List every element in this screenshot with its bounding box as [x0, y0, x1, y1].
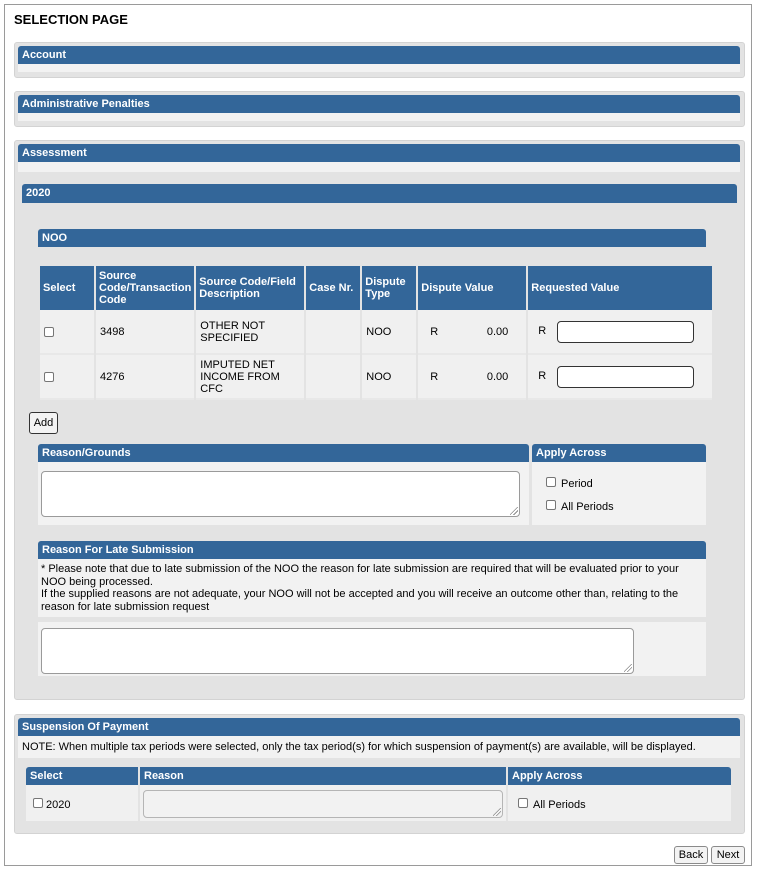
row-case-nr	[306, 310, 360, 355]
row-requested-currency: R	[538, 325, 547, 338]
row-select-cell	[40, 355, 94, 400]
assessment-header[interactable]: Assessment	[18, 144, 740, 162]
all-periods-label: All Periods	[561, 501, 614, 513]
late-submission-header: Reason For Late Submission	[38, 541, 706, 559]
noo-header[interactable]: NOO	[38, 229, 706, 247]
assessment-strip	[18, 162, 740, 172]
row-requested-cell	[528, 355, 712, 400]
col-description: Source Code/Field Description	[196, 266, 304, 310]
ss-all-periods-label: All Periods	[533, 799, 586, 811]
col-case-nr: Case Nr.	[306, 266, 360, 310]
row-code: 3498	[96, 310, 194, 355]
row-case-nr	[306, 355, 360, 400]
row-description: OTHER NOT SPECIFIED	[196, 310, 304, 355]
col-dispute-value: Dispute Value	[418, 266, 526, 310]
row-dispute-value-cell	[418, 355, 526, 400]
table-row	[40, 310, 712, 355]
row-currency: R	[430, 325, 439, 338]
row-select-checkbox[interactable]	[44, 327, 54, 337]
ss-year-checkbox[interactable]	[33, 798, 43, 808]
resize-grip-icon[interactable]	[493, 808, 501, 816]
late-submission-note-2: If the supplied reasons are not adequate, your NOO will not be accepted and you will receive an outcome other than, relating to the reason for late submission request	[41, 588, 679, 613]
row-dispute-value: 0.00	[486, 326, 509, 338]
ss-reason-textarea[interactable]	[143, 790, 503, 818]
period-label: Period	[561, 478, 593, 490]
col-select: Select	[40, 266, 94, 310]
row-currency: R	[430, 370, 439, 383]
next-button[interactable]: Next	[711, 846, 745, 864]
col-dispute-type: Dispute Type	[362, 266, 416, 310]
year-header[interactable]: 2020	[22, 184, 737, 203]
noo-table	[38, 266, 714, 400]
col-requested-value: Requested Value	[528, 266, 712, 310]
suspension-note: NOTE: When multiple tax periods were selected, only the tax period(s) for which suspension of payment(s) are available, will be displayed.	[22, 741, 696, 753]
row-code: 4276	[96, 355, 194, 400]
row-requested-currency: R	[538, 370, 547, 383]
add-button[interactable]: Add	[29, 412, 58, 434]
ss-all-periods-checkbox[interactable]	[518, 798, 528, 808]
table-row	[40, 355, 712, 400]
apply-across-header: Apply Across	[532, 444, 706, 462]
requested-value-input[interactable]	[557, 321, 694, 343]
account-header[interactable]: Account	[18, 46, 740, 64]
reason-grounds-header: Reason/Grounds	[38, 444, 529, 462]
row-dispute-type: NOO	[362, 310, 416, 355]
back-button[interactable]: Back	[674, 846, 708, 864]
late-submission-note-1: * Please note that due to late submission of the NOO the reason for late submission are required that will be evaluated prior to your NOO being processed.	[41, 563, 679, 588]
admin-penalties-header[interactable]: Administrative Penalties	[18, 95, 740, 113]
requested-value-input[interactable]	[557, 366, 694, 388]
ss-col-reason: Reason	[140, 767, 506, 785]
ss-year-label: 2020	[46, 799, 71, 811]
account-body	[18, 64, 740, 72]
row-select-cell	[40, 310, 94, 355]
resize-grip-icon[interactable]	[624, 664, 632, 672]
late-submission-textarea[interactable]	[41, 628, 634, 674]
suspension-header[interactable]: Suspension Of Payment	[18, 718, 740, 736]
row-description: IMPUTED NET INCOME FROM CFC	[196, 355, 304, 400]
resize-grip-icon[interactable]	[510, 507, 518, 515]
admin-penalties-body	[18, 113, 740, 121]
ss-col-apply-across: Apply Across	[508, 767, 731, 785]
reason-grounds-textarea[interactable]	[41, 471, 520, 517]
row-dispute-value-cell	[418, 310, 526, 355]
col-source-code: Source Code/Transaction Code	[96, 266, 194, 310]
page-title: SELECTION PAGE	[14, 12, 128, 27]
all-periods-checkbox[interactable]	[546, 500, 556, 510]
apply-across-body	[532, 462, 706, 525]
ss-col-select: Select	[26, 767, 138, 785]
row-dispute-type: NOO	[362, 355, 416, 400]
row-requested-cell	[528, 310, 712, 355]
period-checkbox[interactable]	[546, 477, 556, 487]
row-select-checkbox[interactable]	[44, 372, 54, 382]
row-dispute-value: 0.00	[486, 371, 509, 383]
